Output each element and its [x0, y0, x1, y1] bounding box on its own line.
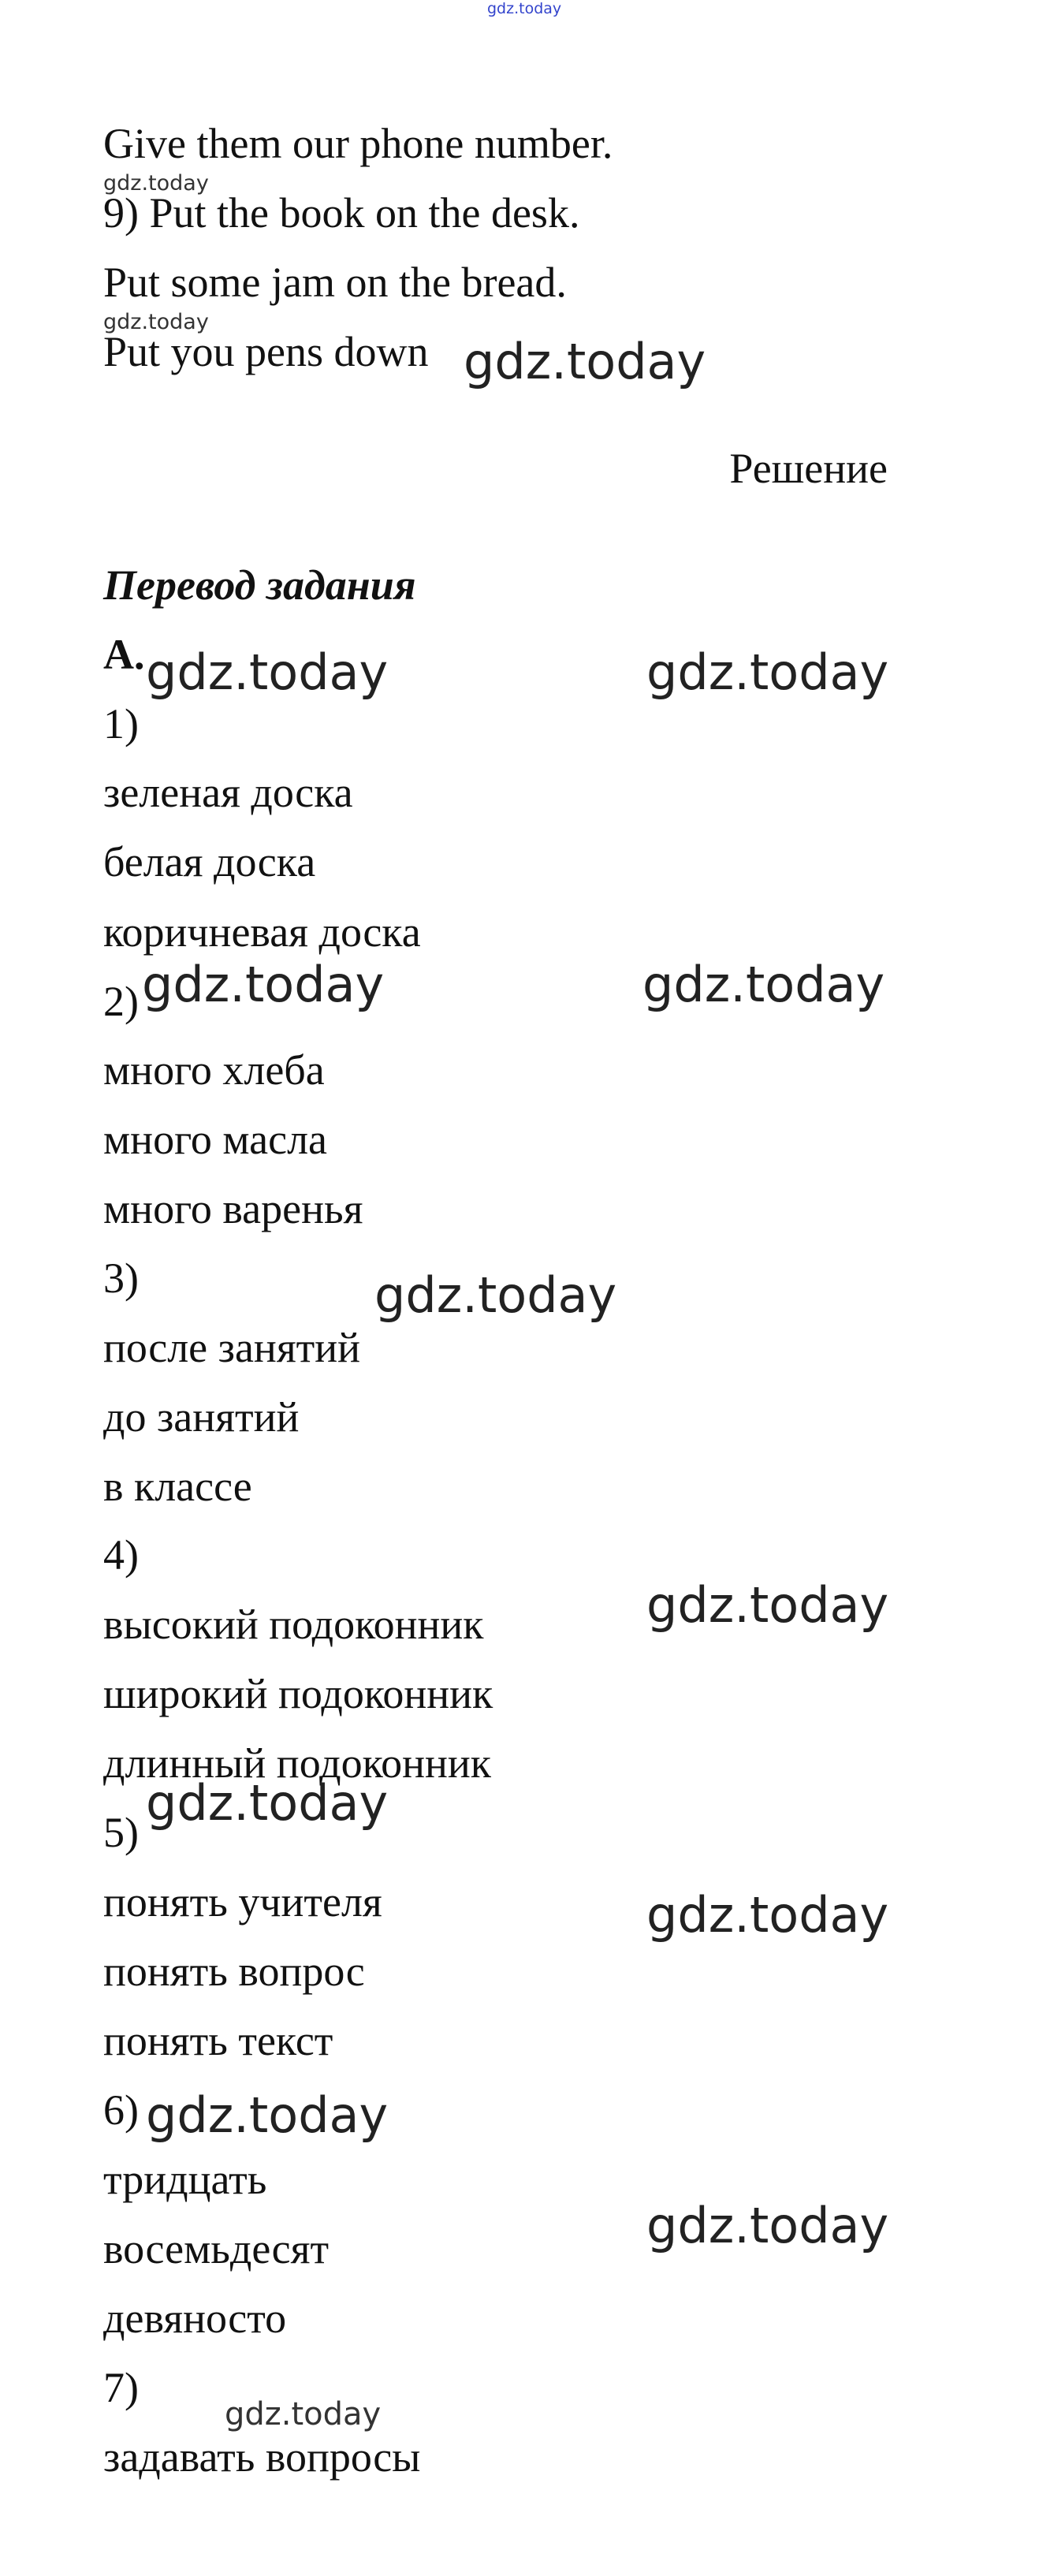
translation-heading: Перевод задания [103, 561, 416, 609]
watermark-small: gdz.today [225, 2396, 382, 2432]
watermark: gdz.today [642, 956, 885, 1013]
watermark: gdz.today [142, 956, 385, 1013]
list-number-6: 6) [103, 2086, 139, 2134]
list-number-7: 7) [103, 2364, 139, 2411]
list-item: девяносто [103, 2295, 287, 2342]
list-item: длинный подоконник [103, 1739, 492, 1787]
list-item: белая доска [103, 838, 316, 885]
list-item: задавать вопросы [103, 2433, 421, 2481]
watermark: gdz.today [146, 643, 389, 701]
list-item: понять учителя [103, 1878, 382, 1925]
list-item: много масла [103, 1116, 328, 1163]
list-number-3: 3) [103, 1254, 139, 1302]
list-item: понять вопрос [103, 1948, 365, 1995]
watermark: gdz.today [464, 333, 706, 390]
text-line-put-book: 9) Put the book on the desk. [103, 189, 580, 237]
list-item: много варенья [103, 1185, 363, 1232]
watermark: gdz.today [646, 643, 889, 701]
watermark: gdz.today [646, 2197, 889, 2254]
list-number-4: 4) [103, 1531, 139, 1579]
watermark-top: gdz.today [487, 0, 562, 17]
text-line-put-jam: Put some jam on the bread. [103, 259, 567, 306]
list-item: после занятий [103, 1324, 361, 1371]
watermark-small: gdz.today [103, 171, 209, 196]
watermark: gdz.today [646, 1886, 889, 1944]
list-item: широкий подоконник [103, 1670, 493, 1717]
list-item: до занятий [103, 1393, 300, 1441]
list-item: восемьдесят [103, 2225, 330, 2272]
watermark: gdz.today [146, 2086, 389, 2144]
watermark-small: gdz.today [103, 310, 209, 334]
list-number-5: 5) [103, 1809, 139, 1856]
section-a-label: A. [103, 631, 145, 678]
list-number-2: 2) [103, 978, 139, 1025]
watermark: gdz.today [146, 1774, 389, 1832]
list-item: понять текст [103, 2017, 333, 2064]
text-line-give-them: Give them our phone number. [103, 120, 613, 167]
text-line-put-pens: Put you pens down [103, 328, 429, 375]
list-item: много хлеба [103, 1046, 325, 1094]
list-item: в классе [103, 1463, 252, 1510]
list-item: высокий подоконник [103, 1601, 484, 1648]
solution-heading: Решение [729, 445, 888, 492]
watermark: gdz.today [374, 1266, 617, 1324]
list-item: зеленая доска [103, 769, 353, 816]
list-item: коричневая доска [103, 908, 421, 956]
list-number-1: 1) [103, 700, 139, 747]
list-item: тридцать [103, 2156, 267, 2203]
watermark: gdz.today [646, 1576, 889, 1634]
